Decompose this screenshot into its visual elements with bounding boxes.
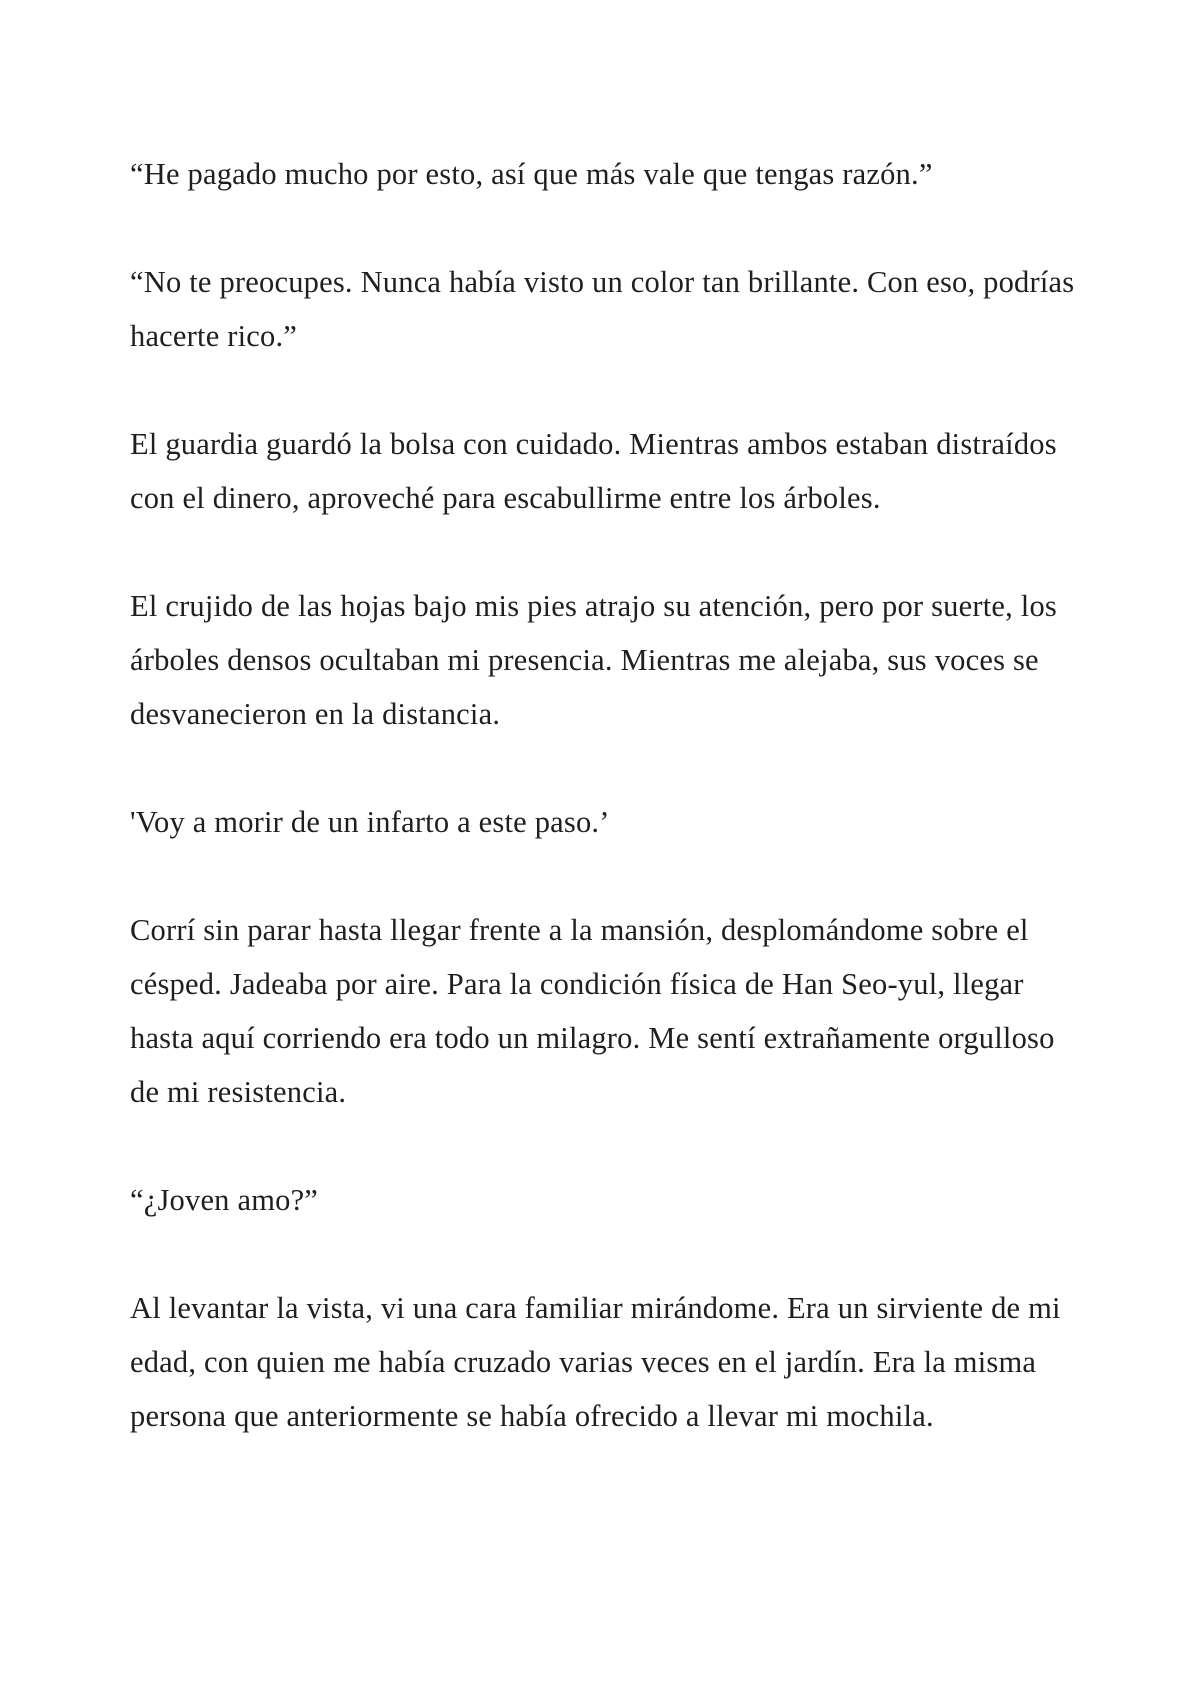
paragraph-narration-leaves: El crujido de las hojas bajo mis pies atrajo su atención, pero por suerte, los árboles densos ocultaban mi presencia. Mientras me alejaba, sus voces se desvanecieron en la distancia. (130, 589, 1057, 731)
paragraph-dialogue-guard: “He pagado mucho por esto, así que más vale que tengas razón.” (130, 157, 933, 191)
paragraph-narration-servant: Al levantar la vista, vi una cara familiar mirándome. Era un sirviente de mi edad, con quien me había cruzado varias veces en el jardín. Era la misma persona que anteriormente se había ofrecido a llevar mi mochila. (130, 1291, 1061, 1433)
paragraph-thought: 'Voy a morir de un infarto a este paso.’ (130, 805, 610, 839)
paragraph-narration-escape: El guardia guardó la bolsa con cuidado. Mientras ambos estaban distraídos con el dinero, aproveché para escabullirme entre los árboles. (130, 427, 1057, 515)
paragraph-dialogue-young-master: “¿Joven amo?” (130, 1183, 319, 1217)
paragraph-dialogue-reply: “No te preocupes. Nunca había visto un color tan brillante. Con eso, podrías hacerte rico.” (130, 265, 1075, 353)
document-body (130, 147, 1090, 1443)
paragraph-narration-mansion: Corrí sin parar hasta llegar frente a la mansión, desplomándome sobre el césped. Jadeaba por aire. Para la condición física de Han Seo-yul, llegar hasta aquí corriendo era todo un milagro. Me sentí extrañamente orgulloso de mi resistencia. (130, 913, 1055, 1109)
